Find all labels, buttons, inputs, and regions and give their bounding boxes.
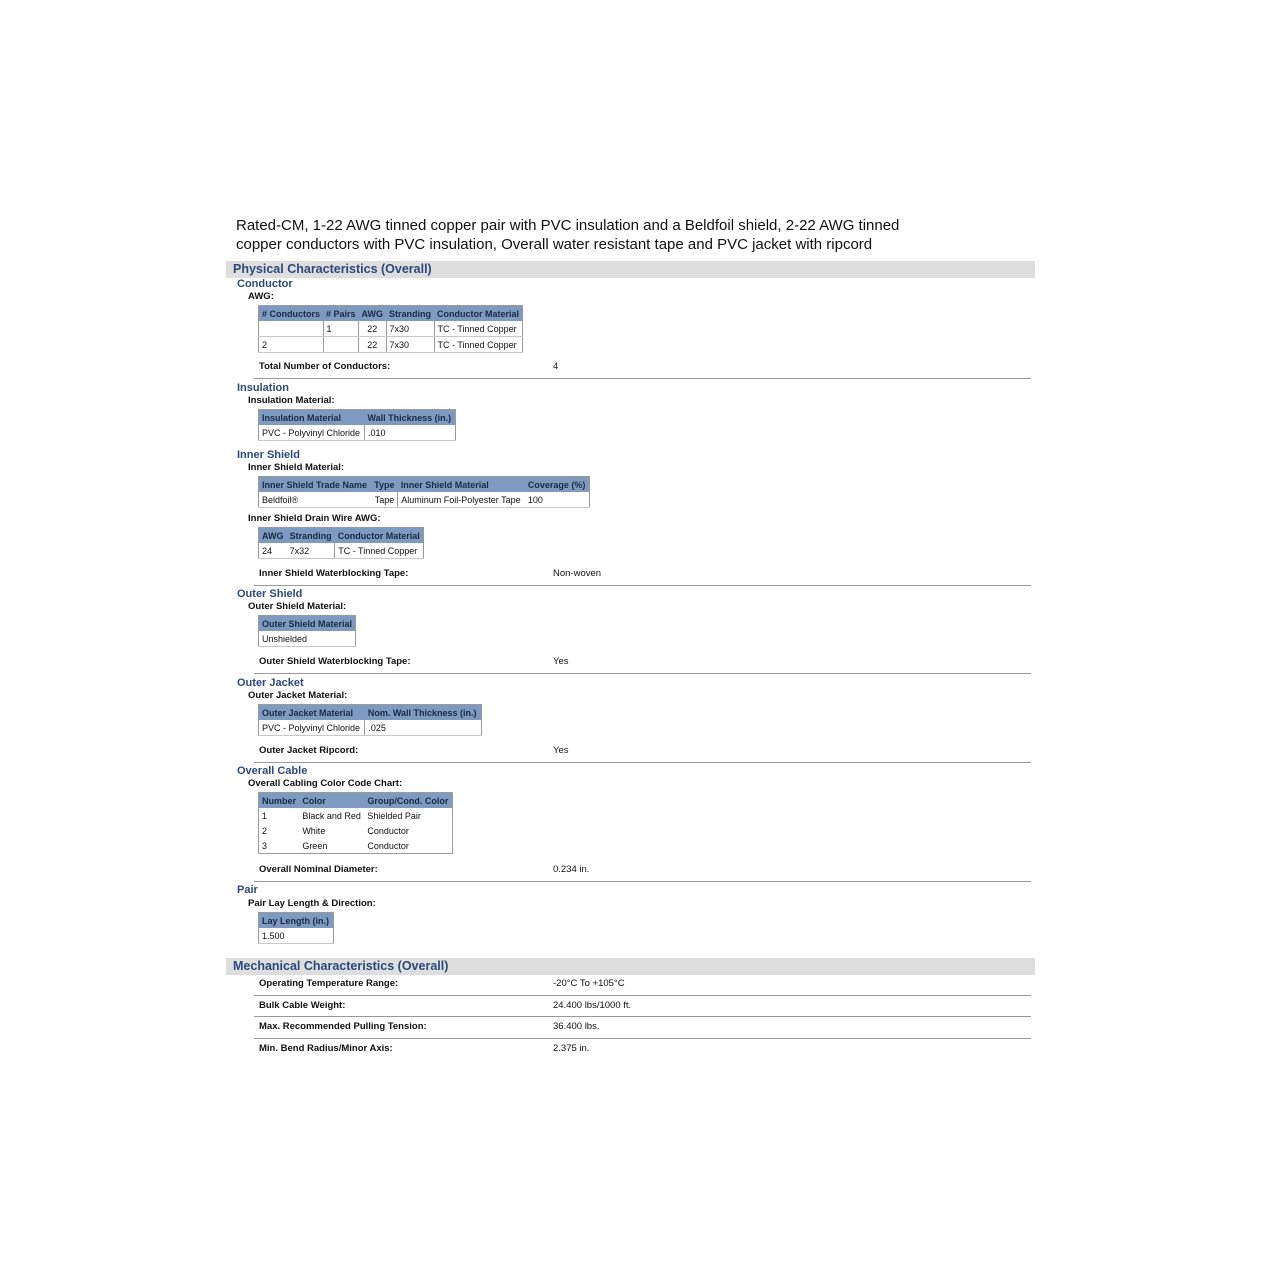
lay-length-label: Pair Lay Length & Direction:: [248, 898, 376, 909]
bulk-weight-label: Bulk Cable Weight:: [259, 1000, 346, 1011]
conductor-table: [258, 305, 523, 353]
table-row: [259, 808, 453, 823]
table-header: Stranding: [287, 528, 335, 544]
table-cell: TC - Tinned Copper: [434, 337, 523, 353]
table-row: [259, 928, 334, 944]
table-cell: .010: [364, 425, 455, 441]
table-cell: Black and Red: [302, 810, 361, 821]
lay-length-table: [258, 912, 334, 944]
table-cell: 22: [359, 321, 387, 337]
divider: [254, 1038, 1031, 1039]
inner-shield-table: [258, 476, 590, 508]
divider: [254, 673, 1031, 674]
mechanical-characteristics-heading: Mechanical Characteristics (Overall): [233, 959, 449, 973]
table-cell: TC - Tinned Copper: [434, 321, 523, 337]
outer-shield-title: Outer Shield: [237, 588, 303, 600]
outer-waterblocking-label: Outer Shield Waterblocking Tape:: [259, 656, 411, 667]
table-header: Number: [259, 793, 300, 809]
table-cell: [259, 321, 324, 337]
divider: [254, 995, 1031, 996]
table-header: Group/Cond. Color: [364, 793, 452, 809]
table-cell: 1: [323, 321, 359, 337]
operating-temp-label: Operating Temperature Range:: [259, 978, 399, 989]
ripcord-label: Outer Jacket Ripcord:: [259, 745, 359, 756]
bend-radius-value: 2.375 in.: [553, 1043, 590, 1054]
table-cell: 7x30: [386, 337, 434, 353]
table-header: # Pairs: [323, 306, 359, 322]
table-header: Conductor Material: [434, 306, 523, 322]
overall-cable-title: Overall Cable: [237, 765, 308, 777]
table-header: Conductor Material: [335, 528, 424, 544]
table-cell: 2: [262, 825, 268, 836]
table-header: Lay Length (in.): [259, 913, 334, 929]
insulation-material-label: Insulation Material:: [248, 395, 335, 406]
table-row: [259, 543, 424, 559]
table-cell: .025: [365, 720, 482, 736]
inner-waterblocking-value: Non-woven: [553, 568, 602, 579]
table-cell: 3: [262, 840, 268, 851]
table-row: [259, 425, 456, 441]
drain-wire-label: Inner Shield Drain Wire AWG:: [248, 513, 381, 524]
nominal-diameter-label: Overall Nominal Diameter:: [259, 864, 378, 875]
total-conductors-label: Total Number of Conductors:: [259, 361, 391, 372]
bend-radius-label: Min. Bend Radius/Minor Axis:: [259, 1043, 393, 1054]
physical-characteristics-heading: Physical Characteristics (Overall): [233, 262, 432, 276]
operating-temp-value: -20°C To +105°C: [553, 978, 625, 989]
table-row: [259, 720, 482, 736]
table-row: [259, 631, 356, 647]
product-description: [236, 216, 956, 254]
color-code-table: [258, 792, 453, 854]
table-cell: 7x32: [287, 543, 335, 559]
table-header: Inner Shield Material: [398, 477, 525, 493]
table-header: AWG: [259, 528, 287, 544]
table-cell: [323, 337, 359, 353]
table-cell: Aluminum Foil-Polyester Tape: [398, 492, 525, 508]
inner-waterblocking-label: Inner Shield Waterblocking Tape:: [259, 568, 409, 579]
table-header: AWG: [359, 306, 387, 322]
divider: [254, 585, 1031, 586]
table-header: Outer Jacket Material: [259, 705, 365, 721]
table-cell: 2: [259, 337, 324, 353]
ripcord-value: Yes: [553, 745, 569, 756]
table-cell: Green: [302, 840, 328, 851]
outer-waterblocking-value: Yes: [553, 656, 569, 667]
table-cell: PVC - Polyvinyl Chloride: [259, 425, 365, 441]
table-header: Type: [371, 477, 398, 493]
table-header: Insulation Material: [259, 410, 365, 426]
table-header: Color: [299, 793, 364, 809]
table-header: Outer Shield Material: [259, 616, 356, 632]
pair-title: Pair: [237, 884, 258, 896]
table-header: Nom. Wall Thickness (in.): [365, 705, 482, 721]
table-row: [259, 823, 453, 838]
conductor-title: Conductor: [237, 278, 293, 290]
table-cell: Tape: [371, 492, 398, 508]
table-cell: Unshielded: [259, 631, 356, 647]
table-header: Wall Thickness (in.): [364, 410, 455, 426]
table-row: [259, 337, 523, 353]
pulling-tension-value: 36.400 lbs.: [553, 1021, 600, 1032]
divider: [254, 881, 1031, 882]
outer-jacket-material-label: Outer Jacket Material:: [248, 690, 348, 701]
drain-wire-table: [258, 527, 424, 559]
inner-shield-material-label: Inner Shield Material:: [248, 462, 345, 473]
table-cell: Shielded Pair: [367, 810, 421, 821]
table-cell: TC - Tinned Copper: [335, 543, 424, 559]
total-conductors-value: 4: [553, 361, 559, 372]
pulling-tension-label: Max. Recommended Pulling Tension:: [259, 1021, 427, 1032]
table-cell: 1.500: [259, 928, 334, 944]
table-cell: White: [302, 825, 326, 836]
insulation-table: [258, 409, 456, 441]
table-cell: PVC - Polyvinyl Chloride: [259, 720, 365, 736]
mechanical-characteristics-band: [226, 958, 1035, 975]
nominal-diameter-value: 0.234 in.: [553, 864, 590, 875]
table-header: # Conductors: [259, 306, 324, 322]
color-code-chart-label: Overall Cabling Color Code Chart:: [248, 778, 403, 789]
insulation-title: Insulation: [237, 382, 289, 394]
table-row: [259, 838, 453, 854]
table-cell: Conductor: [367, 840, 409, 851]
table-row: [259, 492, 590, 508]
table-header: Inner Shield Trade Name: [259, 477, 372, 493]
divider: [254, 1016, 1031, 1017]
divider: [254, 378, 1031, 379]
table-cell: 24: [259, 543, 287, 559]
outer-jacket-table: [258, 704, 482, 736]
physical-characteristics-band: [226, 261, 1035, 278]
outer-shield-material-label: Outer Shield Material:: [248, 601, 347, 612]
outer-shield-table: [258, 615, 356, 647]
table-cell: 22: [359, 337, 387, 353]
table-header: Stranding: [386, 306, 434, 322]
outer-jacket-title: Outer Jacket: [237, 677, 304, 689]
description-line-1: Rated-CM, 1-22 AWG tinned copper pair with PVC insulation and a Beldfoil shield, 2-22 AWG tinned: [236, 217, 900, 234]
table-cell: 1: [262, 810, 268, 821]
table-cell: Conductor: [367, 825, 409, 836]
table-header: Coverage (%): [525, 477, 590, 493]
table-cell: Beldfoil®: [259, 492, 372, 508]
bulk-weight-value: 24.400 lbs/1000 ft.: [553, 1000, 632, 1011]
table-cell: 100: [525, 492, 590, 508]
inner-shield-title: Inner Shield: [237, 449, 300, 461]
table-cell: 7x30: [386, 321, 434, 337]
divider: [254, 762, 1031, 763]
awg-label: AWG:: [248, 291, 274, 302]
table-row: [259, 321, 523, 337]
description-line-2: copper conductors with PVC insulation, Overall water resistant tape and PVC jacket with ripcord: [236, 236, 873, 253]
